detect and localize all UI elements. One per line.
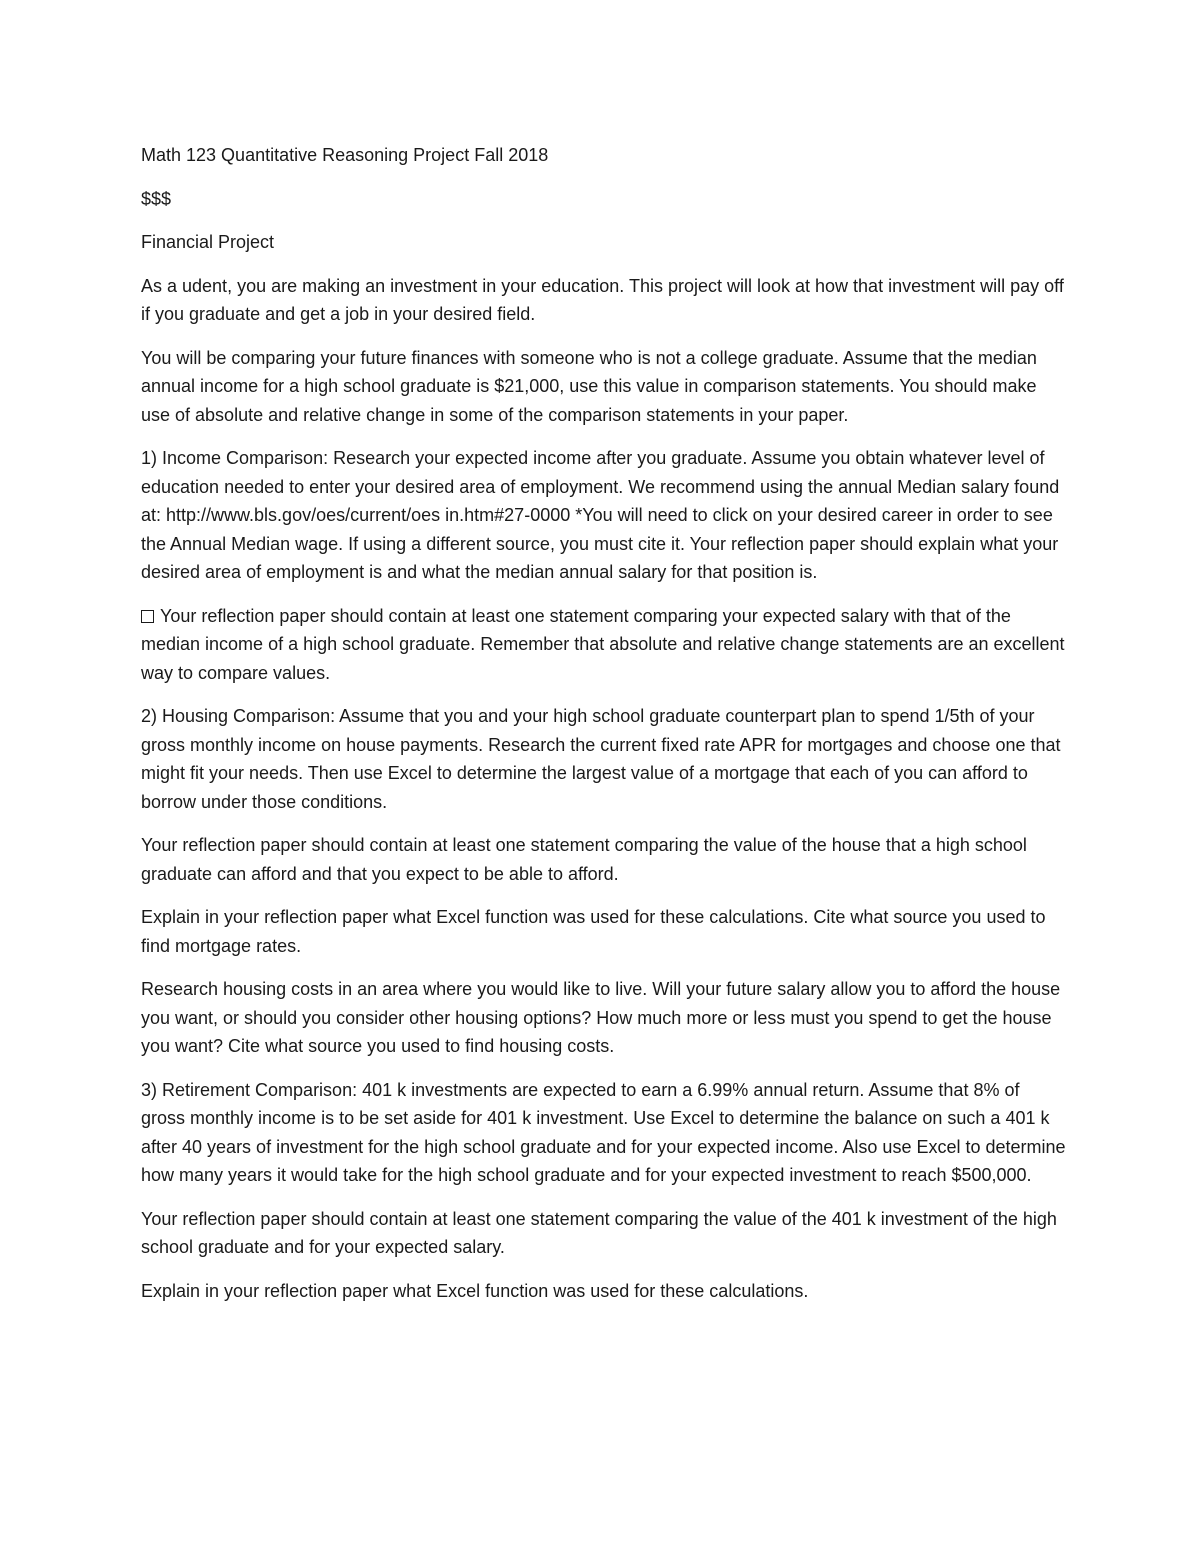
paragraph-comparison-basis: You will be comparing your future finances with someone who is not a college graduate. Assume that the median annual income for a high school graduate is $21,000, use this value in comparison statements. You should make use of absolute and relative change in some of the comparison statements in your paper. [141,347,1037,425]
paragraph-income-checklist-text: Your reflection paper should contain at least one statement comparing your expected salary with that of the median income of a high school graduate. Remember that absolute and relative change statements are an excellent way to compare values. [141,605,1065,683]
checkbox-icon [141,610,154,623]
symbol-line: $$$ [141,188,172,209]
paragraph-retirement-comparison: 3) Retirement Comparison: 401 k investments are expected to earn a 6.99% annual return. Assume that 8% of gross monthly income is to be set aside for 401 k investment. Use Excel to determine the balance on such a 401 k after 40 years of investment for the high school graduate and for your expected income. Also use Excel to determine how many years it would take for the high school graduate and for your expected investment to reach $500,000. [141,1079,1066,1185]
paragraph-retirement-excel: Explain in your reflection paper what Excel function was used for these calculations. [141,1280,809,1301]
paragraph-housing-statement: Your reflection paper should contain at least one statement comparing the value of the house that a high school graduate can afford and that you expect to be able to afford. [141,835,1027,884]
paragraph-housing-comparison: 2) Housing Comparison: Assume that you and your high school graduate counterpart plan to spend 1/5th of your gross monthly income on house payments. Research the current fixed rate APR for mortgages and choose one that might fit your needs. Then use Excel to determine the largest value of a mortgage that each of you can afford to borrow under those conditions. [141,706,1061,812]
paragraph-income-comparison: 1) Income Comparison: Research your expected income after you graduate. Assume you obtain whatever level of education needed to enter your desired area of employment. We recommend using the annual Median salary found at: http://www.bls.gov/oes/current/oes in.htm#27-0000 *You will need to click on your desired career in order to see the Annual Median wage. If using a different source, you must cite it. Your reflection paper should explain what your desired area of employment is and what the median annual salary for that position is. [141,448,1060,582]
document-body [141,141,1066,1320]
paragraph-retirement-statement: Your reflection paper should contain at least one statement comparing the value of the 401 k investment of the high school graduate and for your expected salary. [141,1208,1057,1257]
paragraph-intro: As a udent, you are making an investment in your education. This project will look at how that investment will pay off if you graduate and get a job in your desired field. [141,275,1064,324]
paragraph-income-checklist [141,602,1066,688]
document-subtitle: Financial Project [141,232,275,252]
paragraph-housing-excel: Explain in your reflection paper what Excel function was used for these calculations. Cite what source you used to find mortgage rates. [141,907,1046,956]
document-title: Math 123 Quantitative Reasoning Project Fall 2018 [141,145,549,165]
paragraph-housing-research: Research housing costs in an area where you would like to live. Will your future salary allow you to afford the house you want, or should you consider other housing options? How much more or less must you spend to get the house you want? Cite what source you used to find housing costs. [141,979,1061,1056]
